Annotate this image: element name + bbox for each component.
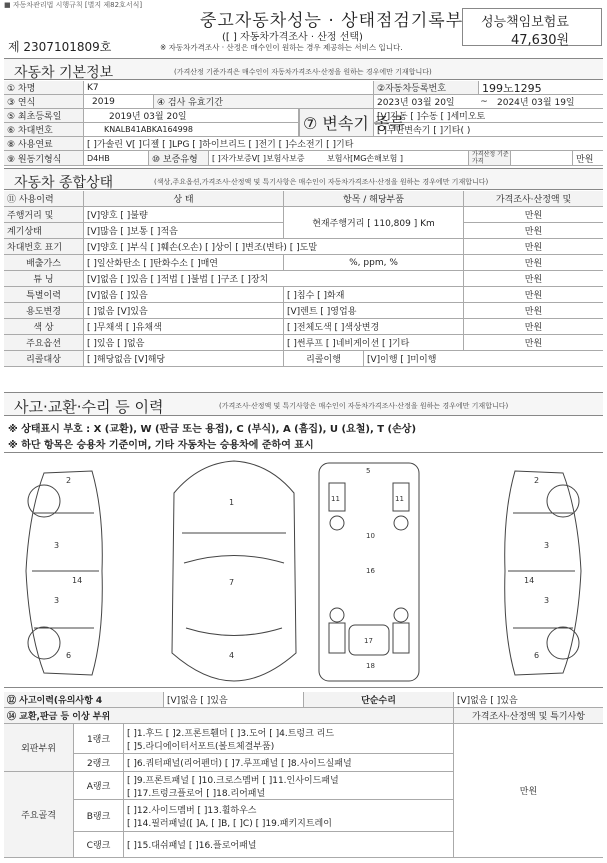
svg-text:7: 7 <box>229 578 235 587</box>
row6-item: [ ]침수 [ ]화재 <box>284 287 464 302</box>
base-price-unit: 만원 <box>576 154 594 165</box>
row9-label: 주요옵션 <box>4 335 84 350</box>
svg-text:6: 6 <box>66 651 72 660</box>
row7-status: [ ]없음 [V]있음 <box>84 303 284 318</box>
row9-status: [ ]있음 [ ]없음 <box>84 335 284 350</box>
row5-price: 만원 <box>524 275 543 285</box>
insurance-fee: 47,630원 <box>511 33 570 48</box>
insurance-label: 성능책임보험료 <box>481 15 569 30</box>
summary-header <box>4 168 603 190</box>
label-engine: ⑨ 원동기형식 <box>4 151 84 165</box>
basic-row-1 <box>4 81 603 95</box>
summary-row-4 <box>4 255 603 271</box>
svg-text:3: 3 <box>544 596 550 605</box>
row6-price: 만원 <box>524 291 543 301</box>
accident-history-row <box>4 692 603 708</box>
col-price: 가격조사·산정액 및 <box>495 195 572 205</box>
rank-a-line2: [ ]17.트렁크플로어 [ ]18.리어패널 <box>127 788 266 799</box>
row8-label: 색 상 <box>4 319 84 334</box>
row8-item: [ ]전체도색 [ ]색상변경 <box>284 319 464 334</box>
rank-2: 2랭크 <box>74 754 124 772</box>
svg-text:16: 16 <box>366 567 375 575</box>
rank-c: C랭크 <box>74 832 124 858</box>
row2-label: 계기상태 <box>4 223 84 238</box>
insurer: 보험사[MG손해보험 ] <box>324 151 469 165</box>
row6-label: 특별이력 <box>4 287 84 302</box>
car-diagram-svg <box>4 453 603 689</box>
svg-text:3: 3 <box>544 541 550 550</box>
summary-row-6 <box>4 287 603 303</box>
rank-b-line2: [ ]14.필러패널([ ]A, [ ]B, [ ]C) [ ]19.패키지트레이 <box>127 818 332 829</box>
label-fuel: ⑧ 사용연료 <box>4 137 84 150</box>
parts-price: 만원 <box>454 724 603 858</box>
row1-price: 만원 <box>524 211 543 221</box>
document-subtitle: ([ ] 자동차가격조사 · 산정 선택) <box>222 32 363 43</box>
car-name: K7 <box>84 81 374 94</box>
rank-1-line2: [ ]5.라디에이터서포트(볼트체결부품) <box>127 741 275 752</box>
row8-status: [ ]무채색 [ ]유채색 <box>84 319 284 334</box>
basic-row-2 <box>4 95 603 109</box>
document-number: 제 2307101809호 <box>8 40 112 54</box>
svg-text:5: 5 <box>366 467 371 475</box>
svg-text:2: 2 <box>66 476 72 485</box>
basic-row-6 <box>4 151 603 166</box>
car-frame-view <box>319 463 419 681</box>
inspection-end: 2024년 03월 19일 <box>497 98 575 108</box>
svg-text:4: 4 <box>229 651 235 660</box>
inspection-start: 2023년 03월 20일 <box>377 98 455 108</box>
mileage: 현재주행거리 [ 110,809 ] Km <box>284 207 464 239</box>
row4-status: [ ]일산화탄소 [ ]탄화수소 [ ]매연 <box>84 255 284 270</box>
reg-no: 199노1295 <box>482 81 542 95</box>
row9-item: [ ]썬루프 [ ]네비게이션 [ ]기타 <box>284 335 464 350</box>
summary-row-8 <box>4 319 603 335</box>
row3-price: 만원 <box>524 243 543 253</box>
label-base-price: 가격산정 기준가격 <box>469 151 511 165</box>
label-accident-history: ⑫ 사고이력(유의사항 4 <box>4 692 164 707</box>
rank-2-items: [ ]6.쿼터패널(리어펜더) [ ]7.루프패널 [ ]8.사이드실패널 <box>124 754 454 772</box>
row9-price: 만원 <box>524 339 543 349</box>
rank-1-items <box>124 724 454 754</box>
summary-note: (색상,주요옵션,가격조사·산정액 및 특기사항은 매수인이 자동차가격조사·산정을 원하는 경우에만 기재합니다) <box>154 178 489 186</box>
service-notice: ※ 자동차가격조사 · 산정은 매수인이 원하는 경우 제공하는 서비스 입니다. <box>160 43 403 52</box>
label-price-special: 가격조사·산정액 및 특기사항 <box>454 708 603 723</box>
svg-text:14: 14 <box>72 576 83 585</box>
label-exchange: ⑭ 교환,판금 등 이상 부위 <box>4 708 454 723</box>
row3-status: [V]양호 [ ]부식 [ ]훼손(오손) [ ]상이 [ ]변조(변타) [ ]도말 <box>84 239 464 254</box>
main-frame-label: 주요골격 <box>4 772 74 858</box>
parts-header-row <box>4 708 603 724</box>
row7-label: 용도변경 <box>4 303 84 318</box>
simple-repair-value: [V]없음 [ ]있음 <box>457 696 518 706</box>
outer-panel-label: 외판부위 <box>4 724 74 772</box>
row1-label: 주행거리 및 <box>4 207 84 222</box>
svg-text:18: 18 <box>366 662 375 670</box>
row7-price: 만원 <box>524 307 543 317</box>
summary-row-3 <box>4 239 603 255</box>
rank-a-items <box>124 772 454 800</box>
first-reg-date: 2019년 03월 20일 <box>84 109 299 122</box>
document-header <box>0 4 607 56</box>
summary-row-10 <box>4 351 603 367</box>
row4-item: %, ppm, % <box>284 255 464 270</box>
accident-title: 사고·교환·수리 등 이력 <box>14 398 164 416</box>
row10-item: 리콜이행 <box>284 351 364 366</box>
svg-text:11: 11 <box>331 495 340 503</box>
svg-text:17: 17 <box>364 637 373 645</box>
svg-text:3: 3 <box>54 541 60 550</box>
rank-1-line1: [ ]1.후드 [ ]2.프론트휀더 [ ]3.도어 [ ]4.트렁크 리드 <box>127 728 335 739</box>
basic-info-header <box>4 58 603 80</box>
svg-text:6: 6 <box>534 651 540 660</box>
accident-header <box>4 392 603 416</box>
rank-1: 1랭크 <box>74 724 124 754</box>
rank-a: A랭크 <box>74 772 124 800</box>
document-title: 중고자동차성능 · 상태점검기록부 <box>200 11 464 31</box>
svg-text:1: 1 <box>229 498 235 507</box>
label-transmission: ⑦ 변속기 종류 <box>299 109 374 137</box>
label-reg-no: ②자동차등록번호 <box>374 81 479 94</box>
base-price-cells <box>511 151 573 165</box>
legend-note: ※ 하단 항목은 승용차 기준이며, 기타 자동차는 승용차에 준하여 표시 <box>8 440 314 451</box>
vin: KNALB41ABKA164998 <box>84 123 299 136</box>
transmission-line2: [ ]무단변속기 [ ]기타( ) <box>377 126 471 136</box>
row1-status: [V]양호 [ ]불량 <box>84 207 284 222</box>
row5-status: [V]없음 [ ]있음 [ ]적법 [ ]불법 [ ]구조 [ ]장치 <box>84 271 464 286</box>
row10-label: 리콜대상 <box>4 351 84 366</box>
col-item: 항목 / 해당부품 <box>284 191 464 206</box>
summary-row-9 <box>4 335 603 351</box>
col-usage: ⑪ 사용이력 <box>4 191 84 206</box>
summary-header-row <box>4 191 603 207</box>
col-status: 상 태 <box>84 191 284 206</box>
row10-status: [ ]해당없음 [V]해당 <box>84 351 284 366</box>
row2-price: 만원 <box>524 227 543 237</box>
insurance-box <box>462 8 602 46</box>
rank-b-line1: [ ]12.사이드멤버 [ ]13.휠하우스 <box>127 805 257 816</box>
legend-symbols: ※ 상태표시 부호 : X (교환), W (판금 또는 용접), C (부식), A (흠집), U (요철), T (손상) <box>8 424 417 435</box>
car-diagram <box>4 452 603 688</box>
label-simple-repair: 단순수리 <box>304 692 454 707</box>
row3-label: 차대번호 표기 <box>4 239 84 254</box>
rank-b: B랭크 <box>74 800 124 832</box>
summary-row-7 <box>4 303 603 319</box>
basic-info-note: (가격산정 기준가격은 매수인이 자동차가격조사·산정을 원하는 경우에만 기재합니다) <box>174 68 432 76</box>
label-car-name: ① 차명 <box>4 81 84 94</box>
car-right-side-view <box>505 471 581 675</box>
rank-a-line1: [ ]9.프론트패널 [ ]10.크로스멤버 [ ]11.인사이드패널 <box>127 775 339 786</box>
accident-history-value: [V]없음 [ ]있음 <box>164 692 304 707</box>
summary-row-1 <box>4 207 603 229</box>
label-inspection: ④ 검사 유효기간 <box>154 95 374 108</box>
row10-item2: [V]이행 [ ]미이행 <box>367 355 437 365</box>
row5-label: 튜 닝 <box>4 271 84 286</box>
row4-price: 만원 <box>524 259 543 269</box>
summary-row-5 <box>4 271 603 287</box>
basic-info-title: 자동차 기본정보 <box>14 65 114 81</box>
accident-note: (가격조사·산정액 및 특기사항은 매수인이 자동차가격조사·산정을 원하는 경우에만 기재합니다) <box>219 402 509 410</box>
label-first-reg: ⑤ 최초등록일 <box>4 109 84 122</box>
row2-status: [V]많음 [ ]보통 [ ]적음 <box>84 223 284 238</box>
svg-text:2: 2 <box>534 476 540 485</box>
inspection-sep: ~ <box>480 96 488 107</box>
top-note: ■ 자동차관리법 시행규칙 [별지 제82호서식] <box>4 1 143 9</box>
svg-text:3: 3 <box>54 596 60 605</box>
basic-row-5 <box>4 137 603 151</box>
summary-title: 자동차 종합상태 <box>14 175 114 191</box>
row6-status: [V]없음 [ ]있음 <box>84 287 284 302</box>
label-warranty: ⑩ 보증유형 <box>149 151 209 165</box>
transmission-line1: [V]자동 [ ]수동 [ ]세미오토 <box>377 112 486 122</box>
rank-b-items <box>124 800 454 832</box>
car-top-view <box>172 461 296 681</box>
label-year: ③ 연식 <box>4 95 84 108</box>
svg-text:10: 10 <box>366 532 375 540</box>
label-vin: ⑥ 차대번호 <box>4 123 84 136</box>
warranty-type: [ ]자가보증V[ ]보험사보증 <box>212 153 305 163</box>
car-left-side-view <box>26 471 102 675</box>
rank-c-items: [ ]15.대쉬패널 [ ]16.플로어패널 <box>124 832 454 858</box>
row8-price: 만원 <box>524 323 543 333</box>
year: 2019 <box>84 95 154 108</box>
svg-text:14: 14 <box>524 576 535 585</box>
svg-text:11: 11 <box>395 495 404 503</box>
fuel-options: [ ]가솔린 V[ ]디젤 [ ]LPG [ ]하이브리드 [ ]전기 [ ]수소전기 [ ]기타 <box>87 140 354 150</box>
row4-label: 배출가스 <box>4 255 84 270</box>
engine-type: D4HB <box>84 151 149 165</box>
row7-item: [V]렌트 [ ]영업용 <box>284 303 464 318</box>
